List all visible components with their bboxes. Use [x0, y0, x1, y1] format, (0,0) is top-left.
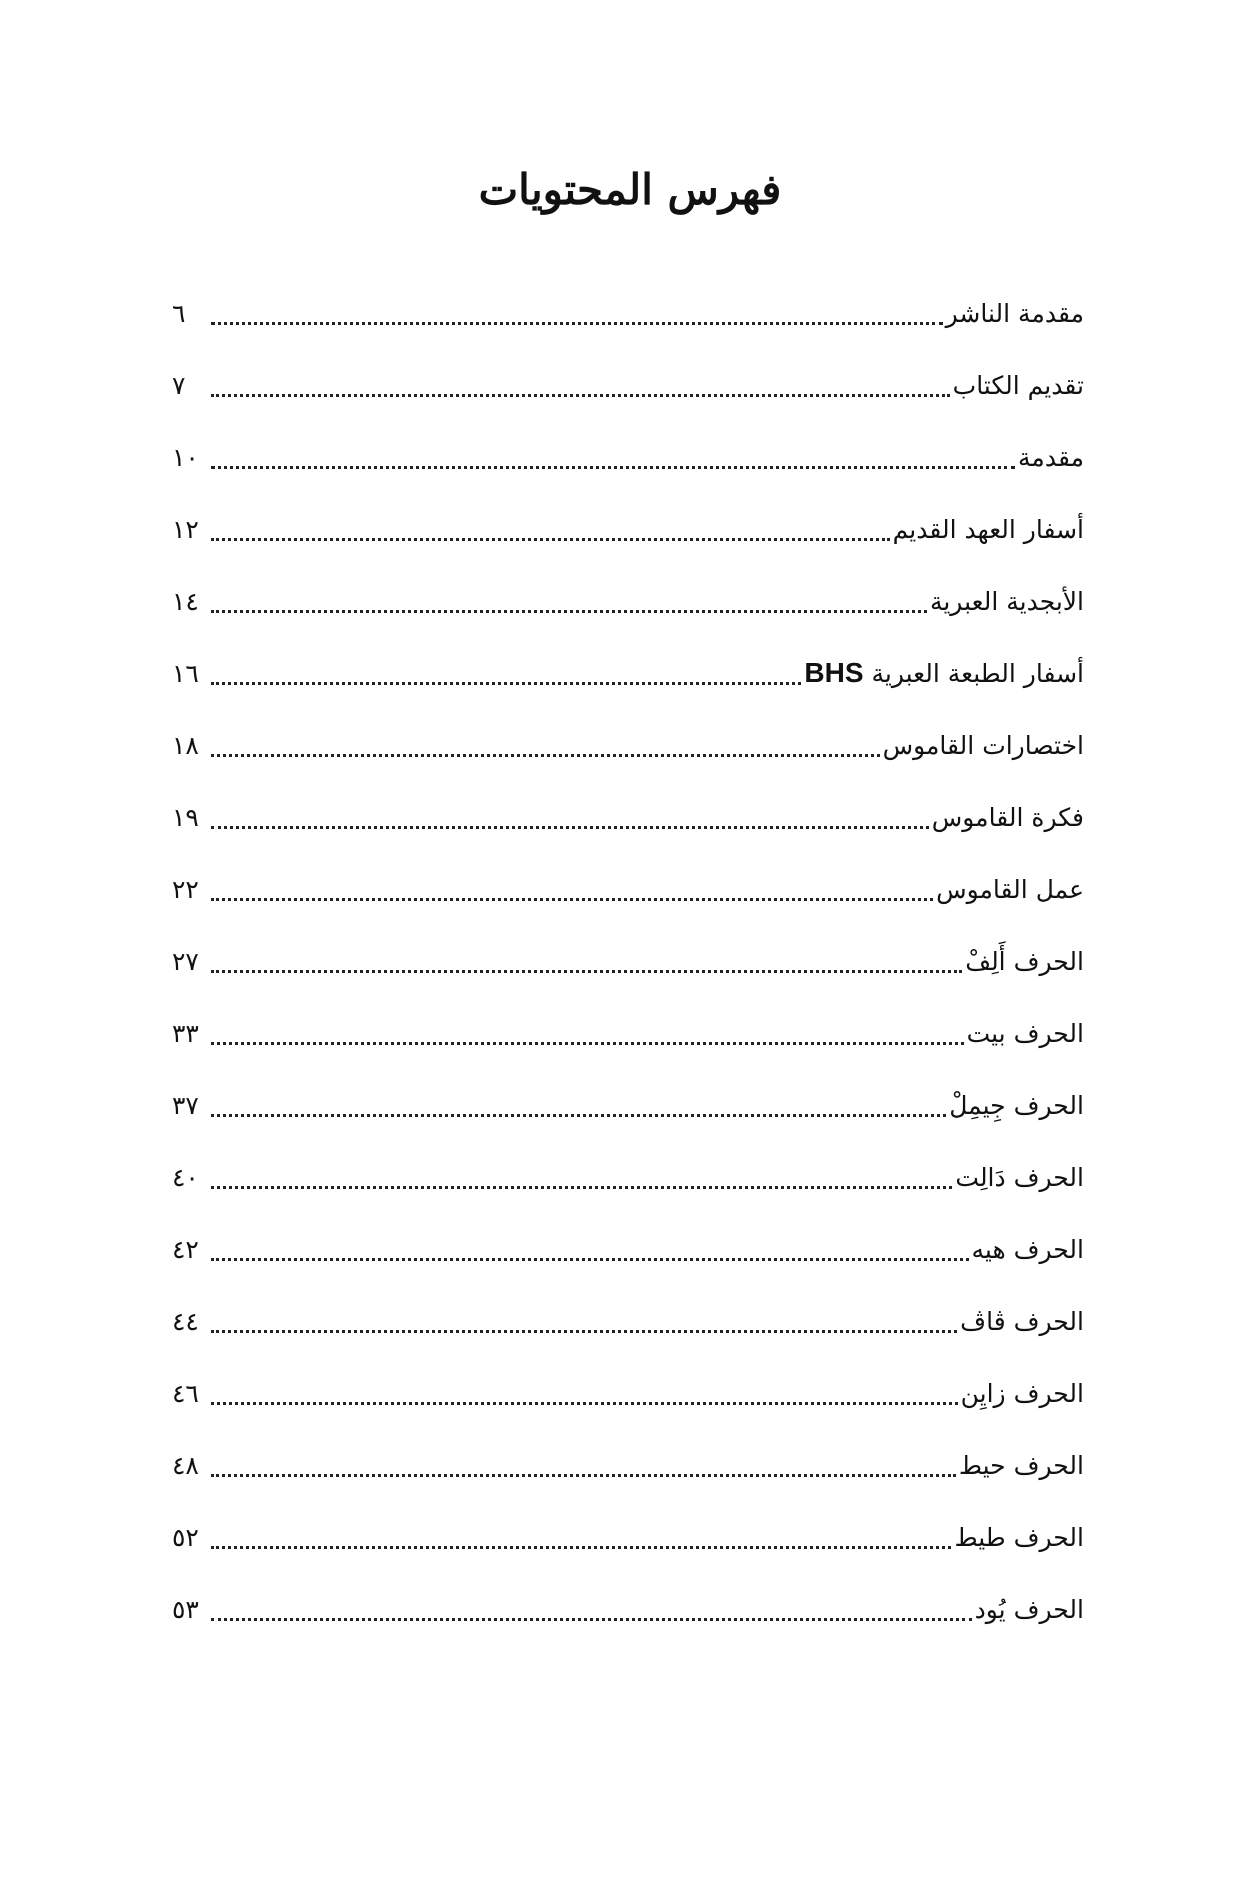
dot-leader — [211, 610, 927, 613]
toc-entry-page: ٤٨ — [172, 1451, 199, 1480]
toc-entry-label-latin: BHS — [804, 657, 864, 688]
dot-leader — [211, 1474, 956, 1477]
dot-leader — [211, 754, 880, 757]
toc-entry[interactable] — [172, 694, 1084, 766]
toc-entry-page: ٤٢ — [172, 1235, 199, 1264]
toc-entry[interactable] — [172, 1342, 1084, 1414]
dot-leader — [211, 682, 801, 685]
toc-entry[interactable] — [172, 1126, 1084, 1198]
toc-entry-page: ٤٠ — [172, 1163, 199, 1192]
dot-leader — [211, 466, 1015, 469]
toc-entry[interactable] — [172, 1486, 1084, 1558]
dot-leader — [211, 322, 943, 325]
dot-leader — [211, 1330, 957, 1333]
dot-leader — [211, 538, 890, 541]
toc-entry-label: الحرف طيط — [954, 1523, 1084, 1552]
toc-entry[interactable] — [172, 766, 1084, 838]
toc-entry-label: الحرف أَلِفْ — [965, 947, 1084, 976]
toc-entry-label: مقدمة الناشر — [945, 299, 1084, 328]
toc-entry-label-arabic: أسفار الطبعة العبرية — [871, 659, 1084, 688]
toc-entry-page: ٣٣ — [172, 1019, 199, 1048]
toc-entry-page: ١٠ — [172, 443, 199, 472]
toc-entry-label: الحرف جِيمِلْ — [949, 1091, 1084, 1120]
toc-entry[interactable] — [172, 262, 1084, 334]
dot-leader — [211, 1186, 952, 1189]
dot-leader — [211, 394, 950, 397]
toc-entry-page: ١٦ — [172, 659, 199, 688]
toc-entry-label: الحرف بيت — [966, 1019, 1084, 1048]
toc-entry-label: الحرف دَالِت — [955, 1163, 1084, 1192]
dot-leader — [211, 826, 929, 829]
toc-entry-page: ٢٢ — [172, 875, 199, 904]
toc-entry[interactable] — [172, 550, 1084, 622]
toc-entry-page: ١٩ — [172, 803, 199, 832]
toc-entry-label: اختصارات القاموس — [882, 731, 1084, 760]
toc-entry[interactable] — [172, 1198, 1084, 1270]
dot-leader — [211, 1618, 972, 1621]
page-title: فهرس المحتويات — [478, 165, 782, 214]
toc-entry-page: ١٢ — [172, 515, 199, 544]
toc-entry[interactable] — [172, 478, 1084, 550]
toc-entry-page: ٦ — [172, 299, 186, 328]
toc-entry[interactable] — [172, 1054, 1084, 1126]
dot-leader — [211, 1258, 969, 1261]
toc-entry-page: ٤٤ — [172, 1307, 199, 1336]
toc-entry[interactable] — [172, 1270, 1084, 1342]
toc-entry-label: الحرف حيط — [958, 1451, 1084, 1480]
toc-entry[interactable] — [172, 334, 1084, 406]
toc-entry-page: ١٤ — [172, 587, 199, 616]
toc-entry-label — [804, 653, 1084, 694]
toc-entry-page: ٥٣ — [172, 1595, 199, 1624]
toc-entry-page: ٤٦ — [172, 1379, 199, 1408]
toc-entry-label: الحرف ڤاڤ — [960, 1307, 1084, 1336]
toc-entry-label: أسفار العهد القديم — [892, 515, 1084, 544]
toc-entry-page: ٥٢ — [172, 1523, 199, 1552]
toc-entry[interactable] — [172, 838, 1084, 910]
toc-entry[interactable] — [172, 1414, 1084, 1486]
toc-entry-label: مقدمة — [1018, 443, 1084, 472]
dot-leader — [211, 970, 962, 973]
toc-entry-page: ٣٧ — [172, 1091, 199, 1120]
dot-leader — [211, 898, 933, 901]
dot-leader — [211, 1546, 951, 1549]
toc-entry-label: فكرة القاموس — [931, 803, 1084, 832]
toc-entry[interactable] — [172, 982, 1084, 1054]
toc-entry[interactable] — [172, 1558, 1084, 1630]
dot-leader — [211, 1042, 964, 1045]
toc-entry-label: عمل القاموس — [936, 875, 1084, 904]
toc-entry-label: الأبجدية العبرية — [929, 587, 1084, 616]
toc-entry[interactable] — [172, 910, 1084, 982]
toc-entry-page: ٧ — [172, 371, 186, 400]
toc-entry-label: تقديم الكتاب — [952, 371, 1084, 400]
toc-entry[interactable] — [172, 622, 1084, 694]
toc-entry-label: الحرف هيه — [971, 1235, 1084, 1264]
toc-entry-label: الحرف زايِن — [960, 1379, 1084, 1408]
dot-leader — [211, 1402, 958, 1405]
toc-entry-page: ٢٧ — [172, 947, 199, 976]
toc-entry-page: ١٨ — [172, 731, 199, 760]
toc-entry-label: الحرف يُود — [974, 1595, 1084, 1624]
dot-leader — [211, 1114, 946, 1117]
toc-entry[interactable] — [172, 406, 1084, 478]
toc-list — [172, 262, 1084, 1630]
